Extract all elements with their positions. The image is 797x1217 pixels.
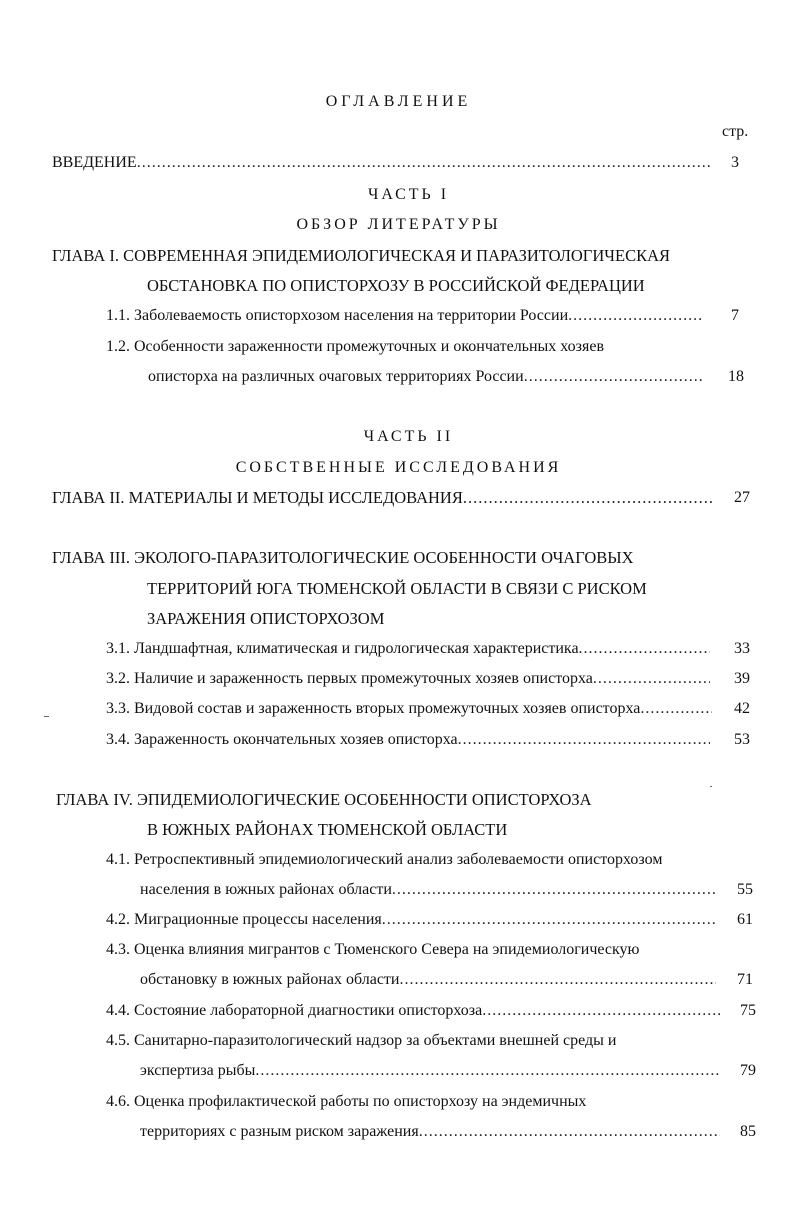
dot-leader xyxy=(568,306,704,326)
entry-label: описторха на различных очаговых территориях России xyxy=(148,368,524,385)
chapter-heading[interactable]: ГЛАВА III. ЭКОЛОГО-ПАРАЗИТОЛОГИЧЕСКИЕ ОСОБЕННОСТИ ОЧАГОВЫХ xyxy=(52,548,634,567)
toc-entry-4-3-cont[interactable] xyxy=(140,970,716,990)
page-number: 33 xyxy=(734,640,750,657)
dot-leader xyxy=(640,699,712,719)
toc-entry-4-2[interactable] xyxy=(106,910,716,930)
page-number: 3 xyxy=(731,154,739,171)
page-number: 18 xyxy=(728,368,744,385)
chapter-heading-cont[interactable]: ТЕРРИТОРИЙ ЮГА ТЮМЕНСКОЙ ОБЛАСТИ В СВЯЗИ С РИСКОМ xyxy=(147,579,647,598)
entry-label: 4.4. Состояние лабораторной диагностики описторхоза xyxy=(106,1002,483,1019)
entry-label: экспертиза рыбы xyxy=(140,1062,256,1079)
toc-entry-4-1-cont[interactable] xyxy=(140,880,716,900)
page-number: 71 xyxy=(737,971,753,988)
toc-entry-1-1[interactable] xyxy=(106,306,704,326)
toc-entry-3-1[interactable] xyxy=(106,639,710,659)
entry-label: 3.1. Ландшафтная, климатическая и гидрологическая характеристика xyxy=(106,640,579,657)
toc-entry-1-2[interactable]: 1.2. Особенности зараженности промежуточных и окончательных хозяев xyxy=(106,338,605,355)
part-label: ЧАСТЬ II xyxy=(363,428,454,445)
chapter-heading[interactable]: ГЛАВА I. СОВРЕМЕННАЯ ЭПИДЕМИОЛОГИЧЕСКАЯ И ПАРАЗИТОЛОГИЧЕСКАЯ xyxy=(52,246,671,265)
entry-label: 3.3. Видовой состав и зараженность вторых промежуточных хозяев описторха xyxy=(106,700,641,717)
dot-leader xyxy=(419,1122,720,1142)
page-number: 39 xyxy=(734,670,750,687)
dot-leader xyxy=(593,669,710,689)
entry-label: 1.1. Заболеваемость описторхозом населения на территории России xyxy=(106,307,569,324)
chapter-heading-cont[interactable]: ЗАРАЖЕНИЯ ОПИСТОРХОЗОМ xyxy=(147,609,385,628)
page-number: 75 xyxy=(740,1002,756,1019)
toc-entry-4-4[interactable] xyxy=(106,1001,720,1021)
toc-entry-3-4[interactable] xyxy=(106,730,710,750)
page-column-header: стр. xyxy=(722,123,749,140)
entry-label: 3.4. Зараженность окончательных хозяев описторха xyxy=(106,731,458,748)
dot-leader xyxy=(482,1001,720,1021)
dot-leader xyxy=(463,488,712,508)
entry-label: 4.2. Миграционные процессы населения xyxy=(106,911,382,928)
entry-label: населения в южных районах области xyxy=(140,881,392,898)
toc-entry-3-3[interactable] xyxy=(106,699,712,719)
dot-leader xyxy=(458,730,710,750)
dot-leader xyxy=(392,880,716,900)
entry-label: 3.2. Наличие и зараженность первых промежуточных хозяев описторха xyxy=(106,670,593,687)
dot-leader xyxy=(579,639,710,659)
entry-label: обстановку в южных районах области xyxy=(140,971,400,988)
dot-leader xyxy=(524,367,704,387)
page-number: 42 xyxy=(734,700,750,717)
entry-label: территориях с разным риском заражения xyxy=(140,1123,419,1140)
dot-leader xyxy=(255,1061,720,1081)
chapter-heading-cont[interactable]: В ЮЖНЫХ РАЙОНАХ ТЮМЕНСКОЙ ОБЛАСТИ xyxy=(147,820,508,839)
page-number: 61 xyxy=(737,911,753,928)
dot-leader xyxy=(137,153,712,173)
scan-speck xyxy=(44,716,49,717)
toc-entry-4-6[interactable]: 4.6. Оценка профилактической работы по описторхозу на эндемичных xyxy=(106,1093,587,1110)
entry-label: ГЛАВА II. МАТЕРИАЛЫ И МЕТОДЫ ИССЛЕДОВАНИЯ xyxy=(52,488,463,507)
toc-entry-intro[interactable] xyxy=(52,153,712,173)
dot-leader xyxy=(382,910,716,930)
toc-entry-1-2-cont[interactable] xyxy=(148,367,704,387)
chapter-heading[interactable]: ГЛАВА IV. ЭПИДЕМИОЛОГИЧЕСКИЕ ОСОБЕННОСТИ ОПИСТОРХОЗА xyxy=(56,790,592,809)
page-number: 7 xyxy=(731,307,739,324)
page-number: 27 xyxy=(734,489,750,506)
toc-entry-4-6-cont[interactable] xyxy=(140,1122,720,1142)
part-title: СОБСТВЕННЫЕ ИССЛЕДОВАНИЯ xyxy=(235,459,562,476)
toc-title: ОГЛАВЛЕНИЕ xyxy=(325,93,472,110)
toc-entry-4-5[interactable]: 4.5. Санитарно-паразитологический надзор за объектами внешней среды и xyxy=(106,1032,617,1049)
entry-label: ВВЕДЕНИЕ xyxy=(52,154,137,171)
toc-entry-3-2[interactable] xyxy=(106,669,710,689)
page-number: 79 xyxy=(740,1062,756,1079)
part-title: ОБЗОР ЛИТЕРАТУРЫ xyxy=(296,216,501,233)
chapter-heading-cont[interactable]: ОБСТАНОВКА ПО ОПИСТОРХОЗУ В РОССИЙСКОЙ ФЕДЕРАЦИИ xyxy=(147,276,645,295)
dot-leader xyxy=(399,970,716,990)
page-number: 55 xyxy=(737,881,753,898)
page-number: 85 xyxy=(740,1123,756,1140)
scan-speck xyxy=(710,786,712,787)
page-number: 53 xyxy=(734,731,750,748)
part-label: ЧАСТЬ I xyxy=(367,186,450,203)
toc-entry-4-3[interactable]: 4.3. Оценка влияния мигрантов с Тюменского Севера на эпидемиологическую xyxy=(106,941,640,958)
toc-entry-4-1[interactable]: 4.1. Ретроспективный эпидемиологический анализ заболеваемости описторхозом xyxy=(106,851,663,868)
toc-entry-4-5-cont[interactable] xyxy=(140,1061,720,1081)
toc-entry-chapter-2[interactable] xyxy=(52,488,712,508)
